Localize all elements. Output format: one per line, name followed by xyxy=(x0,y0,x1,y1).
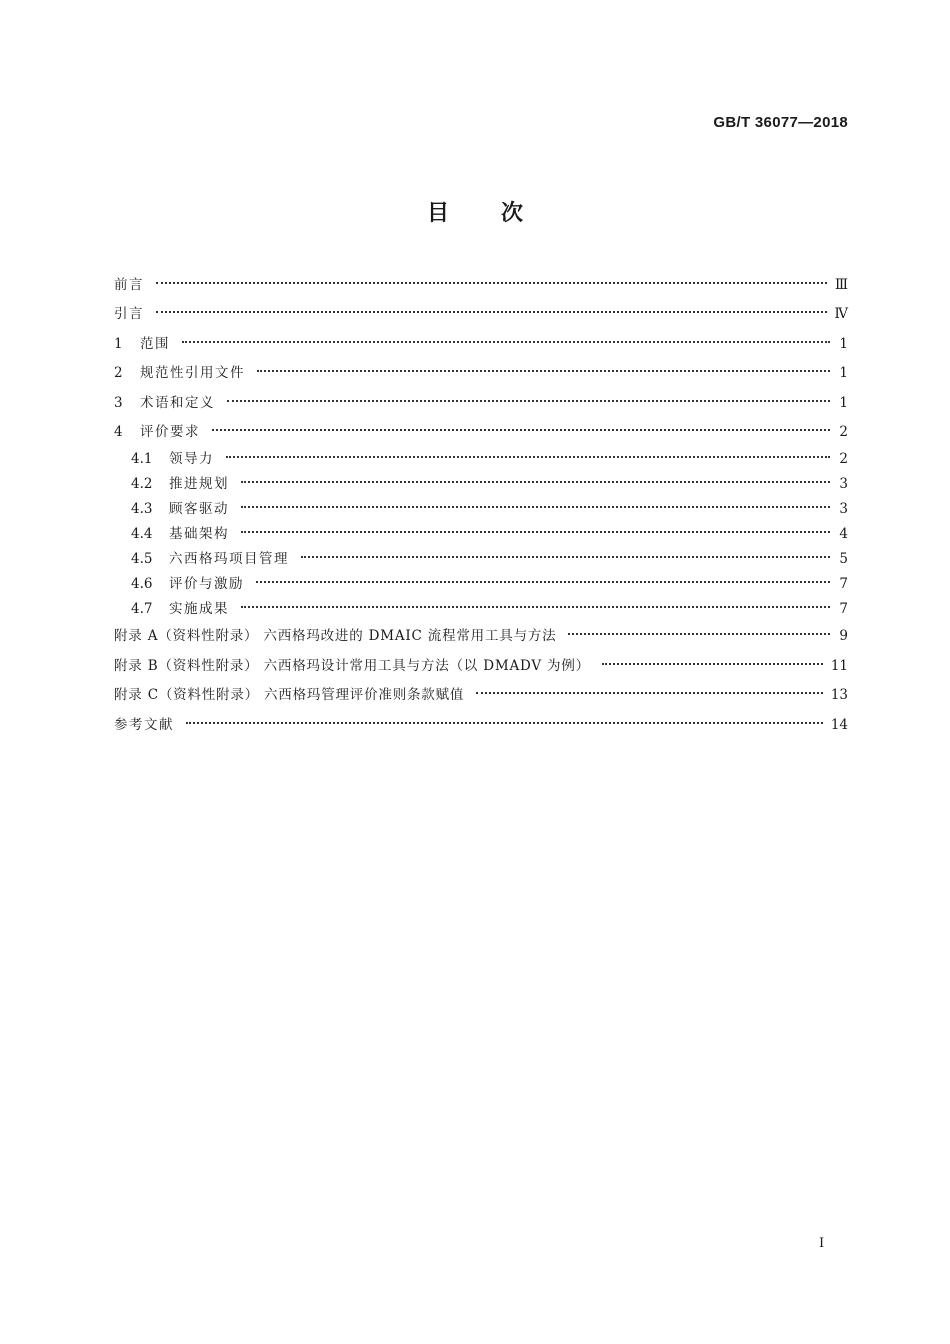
toc-entry-number: 4.7 xyxy=(131,601,153,618)
dot-leader xyxy=(241,606,830,608)
toc-entry[interactable] xyxy=(114,472,848,497)
dot-leader xyxy=(186,722,823,724)
toc-entry-number: 3 xyxy=(114,394,123,411)
toc-entry-page: 2 xyxy=(839,423,848,440)
page-folio: Ⅰ xyxy=(819,1236,825,1251)
title-char-right: 次 xyxy=(501,201,524,226)
title-char-left: 目 xyxy=(426,201,449,226)
dot-leader xyxy=(241,506,830,508)
toc-entry-page: 1 xyxy=(839,335,848,352)
toc-entry-label: 评价与激励 xyxy=(169,576,244,593)
dot-leader xyxy=(476,692,823,694)
toc-entry[interactable] xyxy=(114,711,848,740)
toc-entry-page: 4 xyxy=(839,526,848,543)
toc-entry[interactable] xyxy=(114,547,848,572)
dot-leader xyxy=(182,341,830,343)
toc-entry[interactable] xyxy=(114,359,848,388)
toc-entry-label: 术语和定义 xyxy=(140,394,215,411)
toc-entry[interactable] xyxy=(114,597,848,622)
toc-entry[interactable] xyxy=(114,447,848,472)
toc-entry-label: 附录 C（资料性附录） 六西格玛管理评价准则条款赋值 xyxy=(114,687,465,704)
toc-entry[interactable] xyxy=(114,522,848,547)
toc-entry-page: 1 xyxy=(839,394,848,411)
toc-entry-label: 领导力 xyxy=(169,451,214,468)
dot-leader xyxy=(212,429,830,431)
toc-entry-number: 4.4 xyxy=(131,526,153,543)
dot-leader xyxy=(241,531,830,533)
toc-entry-label: 附录 A（资料性附录） 六西格玛改进的 DMAIC 流程常用工具与方法 xyxy=(114,628,557,645)
toc-entry-page: 9 xyxy=(839,628,848,645)
toc-entry[interactable] xyxy=(114,681,848,710)
toc-entry[interactable] xyxy=(114,300,848,329)
toc-entry-number: 1 xyxy=(114,335,123,352)
toc-entry-number: 4.6 xyxy=(131,576,153,593)
toc-entry-number: 4.3 xyxy=(131,501,153,518)
toc-entry-label: 六西格玛项目管理 xyxy=(169,551,289,568)
dot-leader xyxy=(226,456,830,458)
toc-entry[interactable] xyxy=(114,652,848,681)
toc-entry-label: 规范性引用文件 xyxy=(140,365,245,382)
dot-leader xyxy=(568,633,830,635)
toc-entry[interactable] xyxy=(114,330,848,359)
toc-entry-label: 附录 B（资料性附录） 六西格玛设计常用工具与方法（以 DMADV 为例） xyxy=(114,657,590,674)
toc-entry-number: 4.2 xyxy=(131,476,153,493)
dot-leader xyxy=(156,282,827,284)
toc-entry[interactable] xyxy=(114,497,848,522)
toc-entry-page: 2 xyxy=(839,451,848,468)
toc-entry-label: 推进规划 xyxy=(169,476,229,493)
table-of-contents xyxy=(114,271,848,740)
dot-leader xyxy=(257,370,830,372)
toc-entry-number: 4 xyxy=(114,423,123,440)
dot-leader xyxy=(256,581,830,583)
toc-entry-label: 实施成果 xyxy=(169,601,229,618)
toc-entry-label: 前言 xyxy=(114,277,144,293)
toc-entry-page: Ⅲ xyxy=(834,277,848,293)
standard-code: GB/T 36077—2018 xyxy=(713,114,848,131)
toc-entry-number: 4.1 xyxy=(131,451,153,468)
toc-entry-label: 基础架构 xyxy=(169,526,229,543)
toc-entry-page: 5 xyxy=(839,551,848,568)
toc-entry-page: 7 xyxy=(839,601,848,618)
dot-leader xyxy=(156,311,827,313)
toc-entry-page: 3 xyxy=(839,501,848,518)
toc-entry[interactable] xyxy=(114,389,848,418)
toc-entry-page: 11 xyxy=(830,657,848,674)
toc-entry-label: 参考文献 xyxy=(114,716,174,733)
dot-leader xyxy=(301,556,830,558)
toc-entry-number: 4.5 xyxy=(131,551,153,568)
toc-entry-label: 引言 xyxy=(114,306,144,323)
toc-entry-label: 顾客驱动 xyxy=(169,501,229,518)
toc-entry[interactable] xyxy=(114,418,848,447)
toc-entry-label: 范围 xyxy=(140,335,170,352)
toc-entry-page: 1 xyxy=(839,365,848,382)
toc-entry-page: 3 xyxy=(839,476,848,493)
dot-leader xyxy=(227,400,830,402)
toc-entry[interactable] xyxy=(114,622,848,651)
toc-entry[interactable] xyxy=(114,271,848,300)
dot-leader xyxy=(602,663,823,665)
page-title xyxy=(0,196,950,227)
toc-entry-page: 13 xyxy=(830,687,848,704)
dot-leader xyxy=(241,481,830,483)
toc-entry-page: Ⅳ xyxy=(834,306,848,323)
toc-entry-label: 评价要求 xyxy=(140,423,200,440)
toc-entry-page: 7 xyxy=(839,576,848,593)
toc-entry-page: 14 xyxy=(830,716,848,733)
toc-entry[interactable] xyxy=(114,572,848,597)
toc-entry-number: 2 xyxy=(114,365,123,382)
